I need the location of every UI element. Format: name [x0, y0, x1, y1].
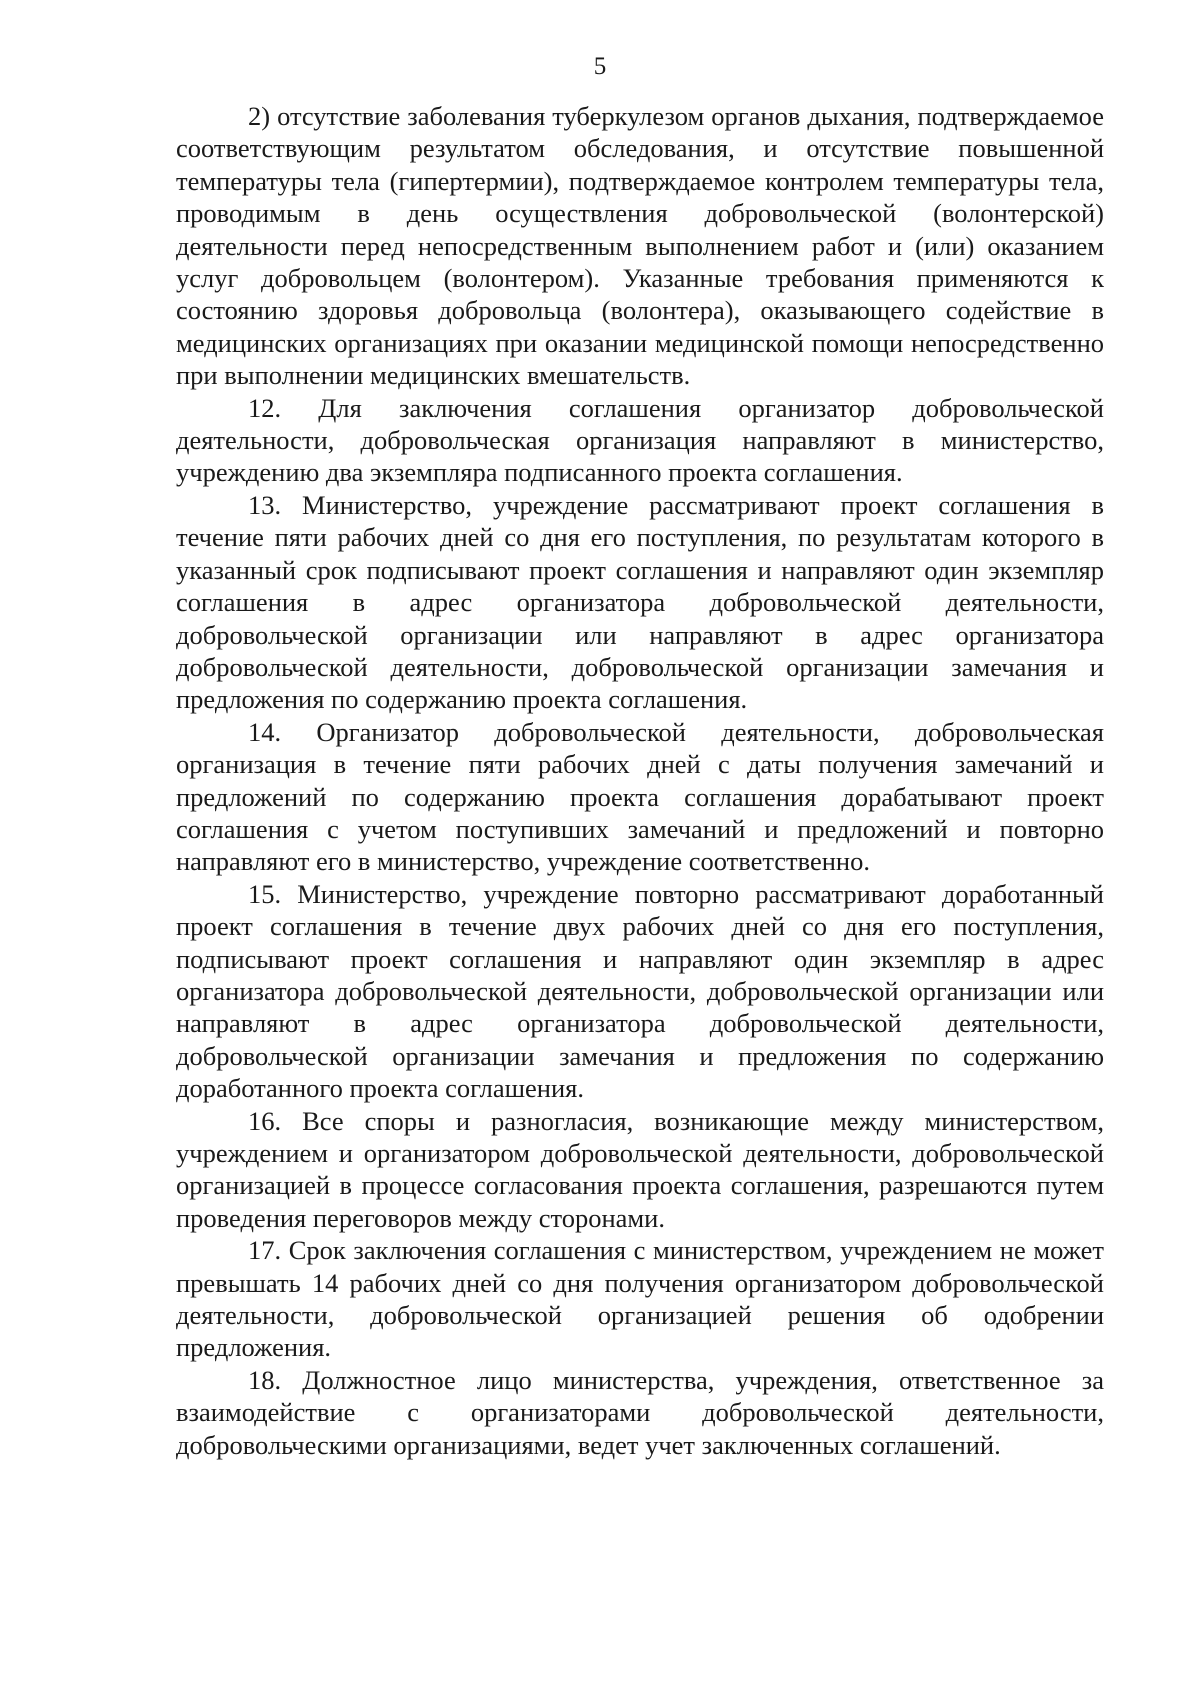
- page-number: 5: [593, 53, 607, 80]
- paragraph-13: 13. Министерство, учреждение рассматривают проект соглашения в течение пяти рабочих дней со дня его поступления, по результатам которого в указанный срок подписывают проект соглашения и направляют один экземпляр соглашения в адрес организатора добровольческой деятельности, добровольческой организации или направляют в адрес организатора добровольческой деятельности, добровольческой организации замечания и предложения по содержанию проекта соглашения.: [176, 489, 1104, 715]
- document-body: [176, 100, 1104, 1461]
- paragraph-16: 16. Все споры и разногласия, возникающие между министерством, учреждением и организатором добровольческой деятельности, добровольческой организацией в процессе согласования проекта соглашения, разрешаются путем проведения переговоров между сторонами.: [176, 1105, 1104, 1233]
- paragraph-item-2: 2) отсутствие заболевания туберкулезом органов дыхания, подтверждаемое соответствующим результатом обследования, и отсутствие повышенной температуры тела (гипертермии), подтверждаемое контролем температуры тела, проводимым в день осуществления добровольческой (волонтерской) деятельности перед непосредственным выполнением работ и (или) оказанием услуг добровольцем (волонтером). Указанные требования применяются к состоянию здоровья добровольца (волонтера), оказывающего содействие в медицинских организациях при оказании медицинской помощи непосредственно при выполнении медицинских вмешательств.: [176, 101, 1104, 391]
- paragraph-12: 12. Для заключения соглашения организатор добровольческой деятельности, добровольческая организация направляют в министерство, учреждению два экземпляра подписанного проекта соглашения.: [176, 392, 1104, 488]
- paragraph-17: 17. Срок заключения соглашения с министерством, учреждением не может превышать 14 рабочих дней со дня получения организатором добровольческой деятельности, добровольческой организацией решения об одобрении предложения.: [176, 1235, 1104, 1363]
- paragraph-15: 15. Министерство, учреждение повторно рассматривают доработанный проект соглашения в течение двух рабочих дней со дня его поступления, подписывают проект соглашения и направляют один экземпляр в адрес организатора добровольческой деятельности, добровольческой организации или направляют в адрес организатора добровольческой деятельности, добровольческой организации замечания и предложения по содержанию доработанного проекта соглашения.: [176, 878, 1104, 1104]
- paragraph-18: 18. Должностное лицо министерства, учреждения, ответственное за взаимодействие с организаторами добровольческой деятельности, добровольческими организациями, ведет учет заключенных соглашений.: [176, 1364, 1104, 1460]
- paragraph-14: 14. Организатор добровольческой деятельности, добровольческая организация в течение пяти рабочих дней с даты получения замечаний и предложений по содержанию проекта соглашения дорабатывают проект соглашения с учетом поступивших замечаний и предложений и повторно направляют его в министерство, учреждение соответственно.: [176, 716, 1104, 877]
